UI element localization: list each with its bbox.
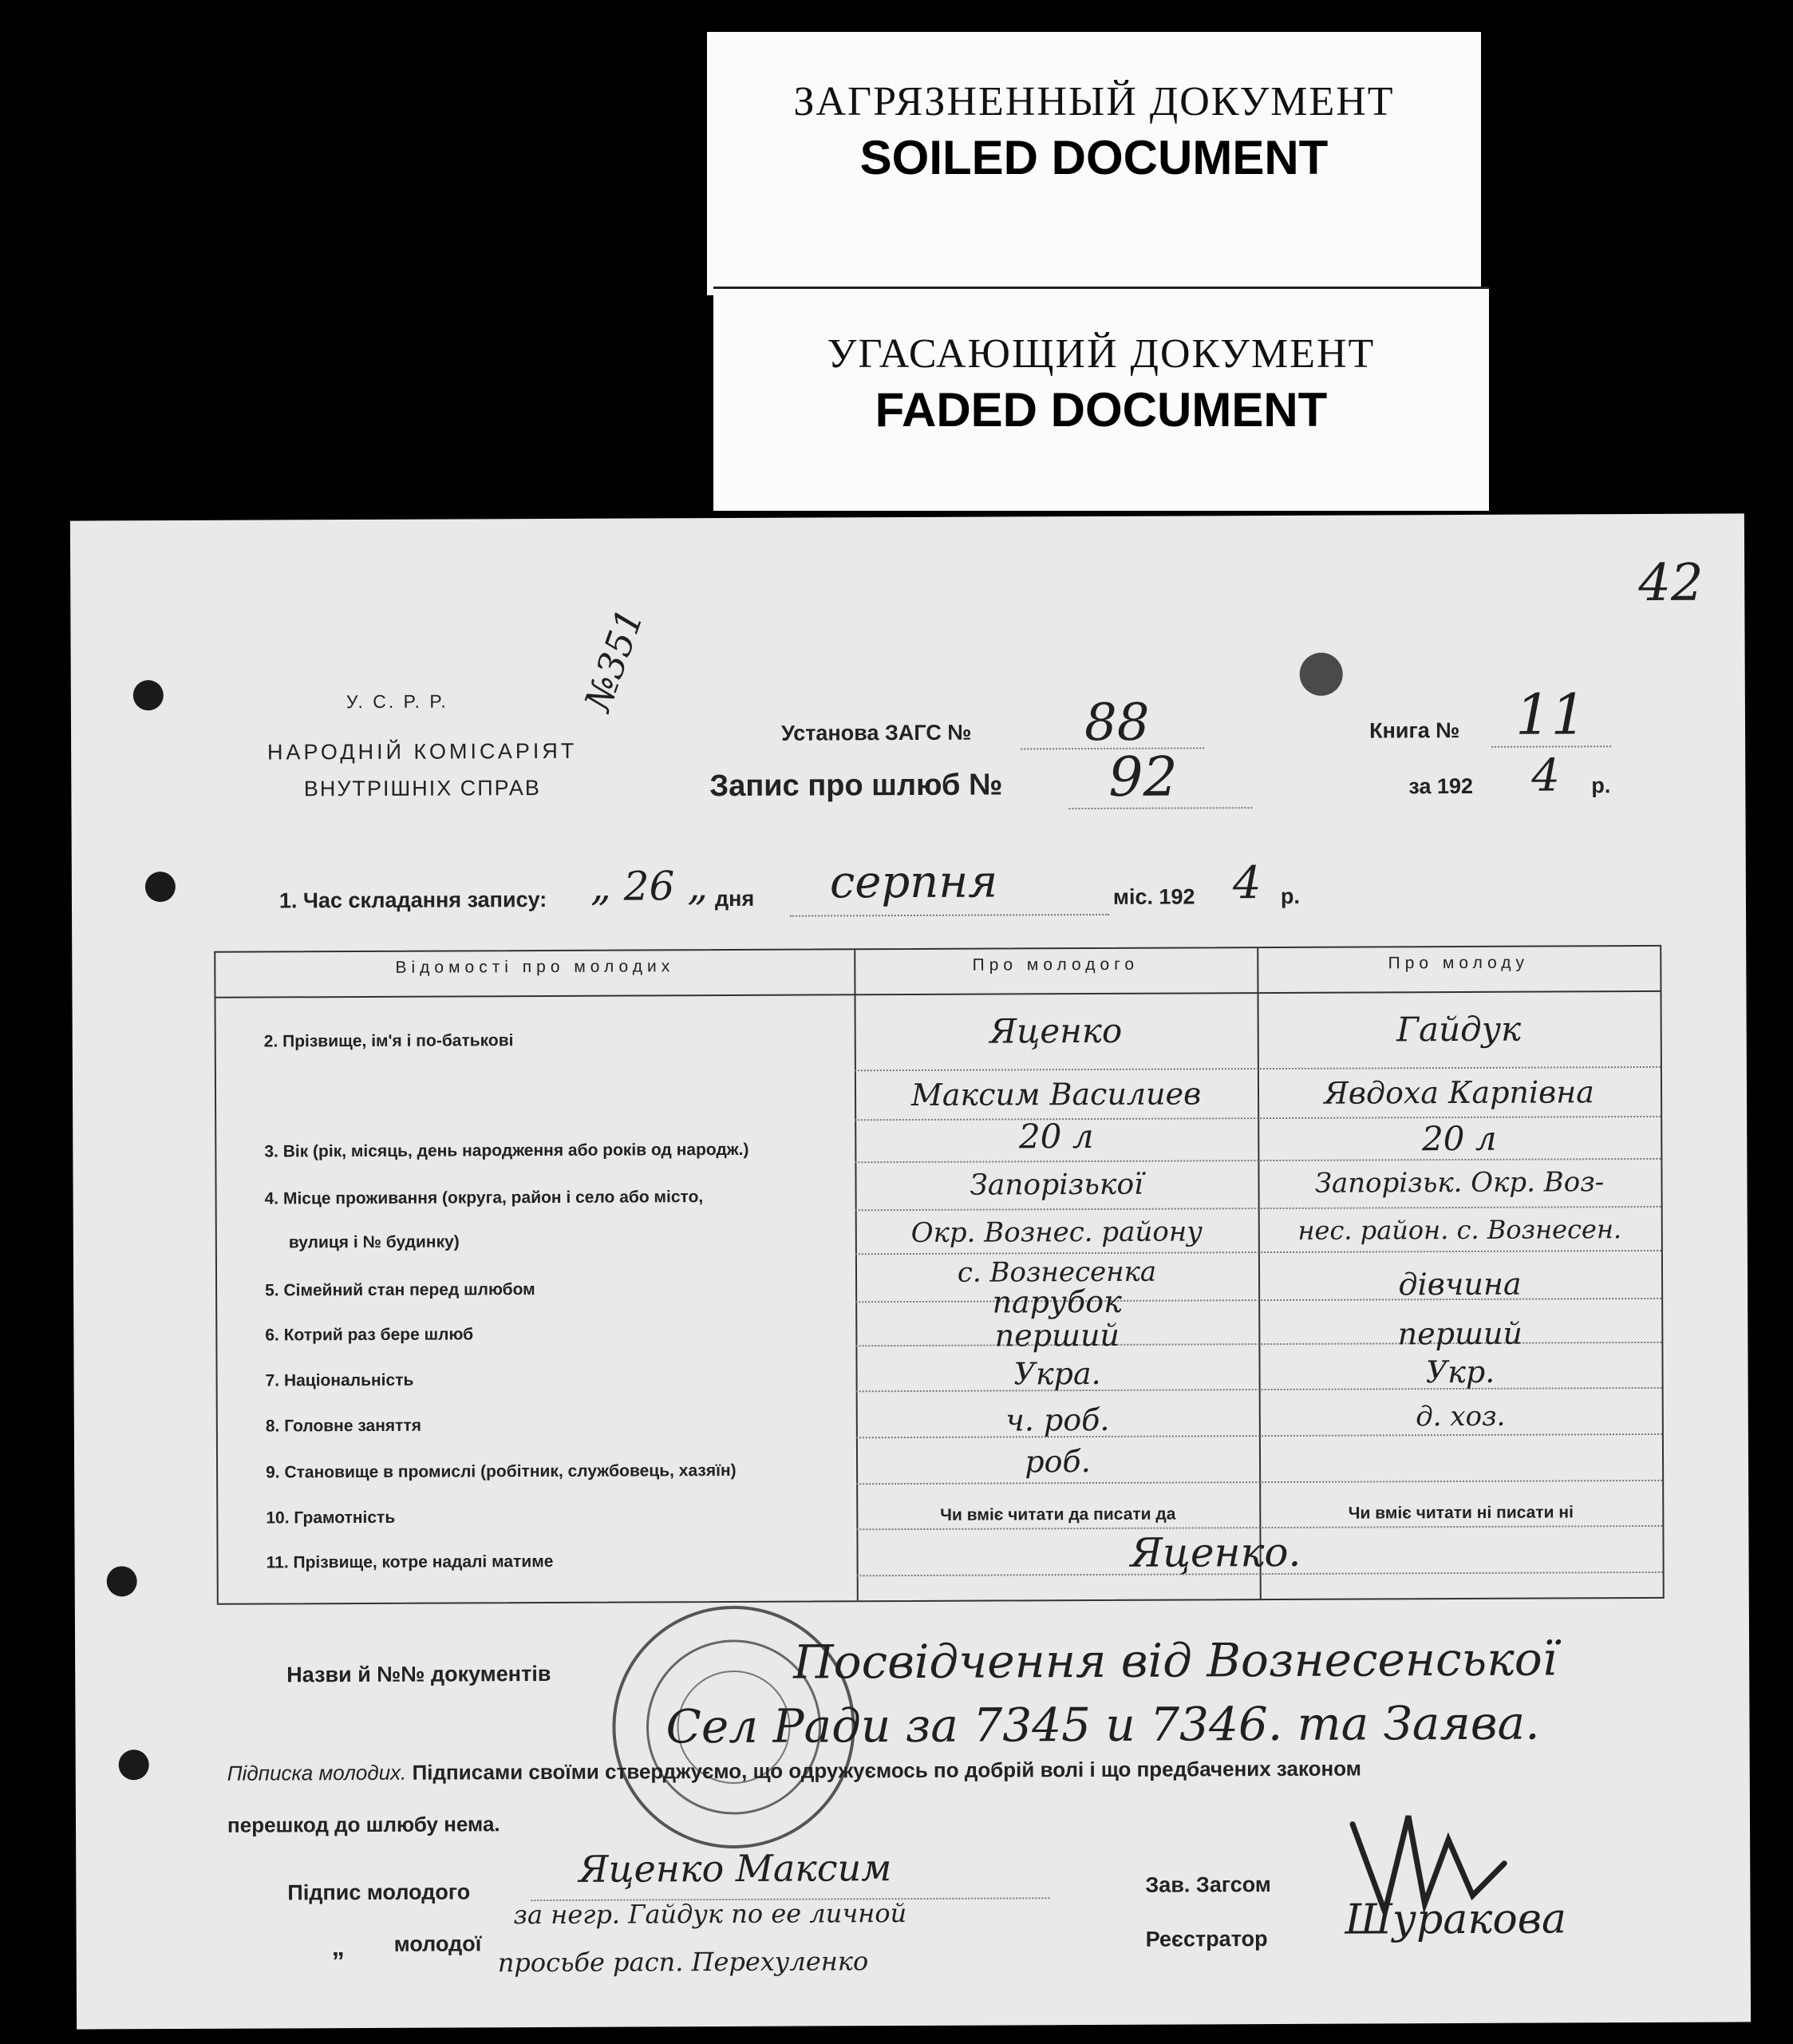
binder-hole-icon (119, 1749, 149, 1780)
bride-residence-1: Запорізьк. Окр. Воз- (1314, 1166, 1605, 1200)
details-table (214, 945, 1665, 1605)
documents-line2: Сел Ради за 7345 и 7346. та Заява. (665, 1695, 1540, 1754)
commissariat-line1: НАРОДНІЙ КОМІСАРІЯТ (267, 738, 578, 765)
bride-signature-prefix: „ (331, 1932, 345, 1962)
faded-label-en: FADED DOCUMENT (875, 383, 1328, 437)
header-info: Відомості про молодих (395, 957, 675, 977)
row-label: 9. Становище в промислі (робітник, службовець, хазяїн) (266, 1461, 737, 1482)
groom-marriage-count: перший (994, 1317, 1120, 1354)
bride-literacy: Чи вміє читати ні писати ні (1348, 1503, 1574, 1523)
bride-surname: Гайдук (1396, 1009, 1522, 1050)
year-value: 4 (1531, 749, 1561, 802)
groom-residence-1: Запорізької (970, 1168, 1143, 1202)
groom-literacy: Чи вміє читати да писати да (940, 1504, 1176, 1524)
faded-document-label (713, 289, 1489, 511)
bride-marriage-count: перший (1397, 1315, 1523, 1352)
commissariat-line2: ВНУТРІШНІХ СПРАВ (303, 776, 541, 801)
item1-day-word: дня (714, 886, 755, 911)
item1-year: 4 (1232, 857, 1262, 910)
registrar-label: Реєстратор (1145, 1927, 1268, 1951)
page-number: 42 (1638, 553, 1704, 614)
binder-hole-icon (133, 680, 164, 710)
soiled-document-label (707, 32, 1481, 295)
row-label: 11. Прізвище, котре надалі матиме (266, 1552, 554, 1572)
row-label: 3. Вік (рік, місяць, день народження або років од народж.) (264, 1140, 749, 1161)
office-value: 88 (1084, 693, 1150, 753)
registrar-signature: Шуракова (1345, 1895, 1567, 1944)
soiled-label-ru: ЗАГРЯЗНЕННЫЙ ДОКУМЕНТ (793, 79, 1395, 125)
row-label: 10. Грамотність (266, 1508, 396, 1528)
archive-number: №351 (575, 603, 652, 717)
groom-signature-label: Підпис молодого (287, 1880, 471, 1905)
groom-age: 20 л (1018, 1116, 1094, 1156)
binder-hole-icon (145, 872, 176, 902)
statement-text-2: перешкод до шлюбу нема. (227, 1812, 500, 1837)
groom-status-in-industry: роб. (1025, 1444, 1091, 1480)
row-label: 7. Національність (265, 1370, 414, 1390)
ink-blot-icon (1300, 653, 1343, 696)
header-bride: Про молоду (1388, 953, 1530, 973)
record-value: 92 (1108, 745, 1179, 809)
groom-occupation: ч. роб. (1005, 1402, 1110, 1438)
year-prefix: за 192 (1408, 773, 1474, 799)
bride-marital-status: дівчина (1398, 1266, 1522, 1303)
row-label: 6. Котрий раз бере шлюб (265, 1325, 474, 1345)
groom-residence-2: Окр. Вознес. району (910, 1216, 1203, 1249)
groom-surname: Яценко (989, 1010, 1123, 1051)
future-surname: Яценко. (1130, 1528, 1301, 1576)
book-value: 11 (1515, 682, 1587, 748)
bride-residence-2: нес. район. с. Вознесен. (1297, 1214, 1622, 1246)
year-suffix: р. (1591, 773, 1611, 798)
bride-signature-2: просьбе расп. Перехуленко (497, 1946, 869, 1979)
marriage-record-sheet (70, 513, 1751, 2029)
bride-age: 20 л (1421, 1118, 1497, 1159)
binder-hole-icon (107, 1566, 137, 1596)
groom-residence-3: с. Вознесенка (957, 1255, 1157, 1289)
item1-month: серпня (829, 856, 998, 909)
republic-abbreviation: У. С. Р. Р. (346, 690, 448, 713)
bride-name: Явдоха Карпівна (1324, 1074, 1594, 1111)
row-label: 2. Прізвище, ім'я і по-батькові (263, 1031, 514, 1051)
head-of-office-label: Зав. Загсом (1145, 1872, 1271, 1897)
item1-suffix: р. (1280, 884, 1301, 908)
row-label: 5. Сімейний стан перед шлюбом (265, 1280, 535, 1300)
statement-heading: Підписка молодих. (227, 1760, 407, 1785)
groom-signature: Яценко Максим (579, 1846, 892, 1891)
statement-text-1: Підписами своїми стверджуємо, що одружуємось по добрій волі і що предбачених законом (412, 1756, 1362, 1785)
item1-day: „ 26 „ (590, 863, 709, 910)
record-label: Запис про шлюб № (709, 768, 1003, 804)
documents-line1: Посвідчення від Вознесенської (792, 1631, 1558, 1690)
row-label: 8. Головне заняття (265, 1416, 422, 1436)
bride-nationality: Укр. (1425, 1354, 1495, 1390)
groom-marital-status: парубок (992, 1283, 1122, 1320)
bride-signature-1: за негр. Гайдук по ее личной (513, 1898, 907, 1931)
groom-name: Максим Василиев (910, 1076, 1202, 1113)
row-label: вулиця і № будинку) (288, 1232, 460, 1252)
documents-label: Назви й №№ документів (286, 1661, 551, 1687)
bride-occupation: д. хоз. (1416, 1400, 1506, 1433)
office-label: Установа ЗАГС № (780, 720, 972, 745)
statement (227, 1757, 1361, 1786)
header-groom: Про молодого (972, 955, 1139, 975)
soiled-label-en: SOILED DOCUMENT (859, 131, 1329, 184)
row-label: 4. Місце проживання (округа, район і село або місто, (264, 1188, 704, 1208)
book-label: Книга № (1368, 718, 1460, 743)
groom-nationality: Укра. (1013, 1355, 1101, 1392)
bride-signature-label: молодої (393, 1931, 482, 1956)
faded-label-ru: УГАСАЮЩИЙ ДОКУМЕНТ (827, 331, 1376, 377)
item1-label: 1. Час складання запису: (278, 887, 547, 913)
item1-month-word: міс. 192 (1112, 884, 1195, 909)
